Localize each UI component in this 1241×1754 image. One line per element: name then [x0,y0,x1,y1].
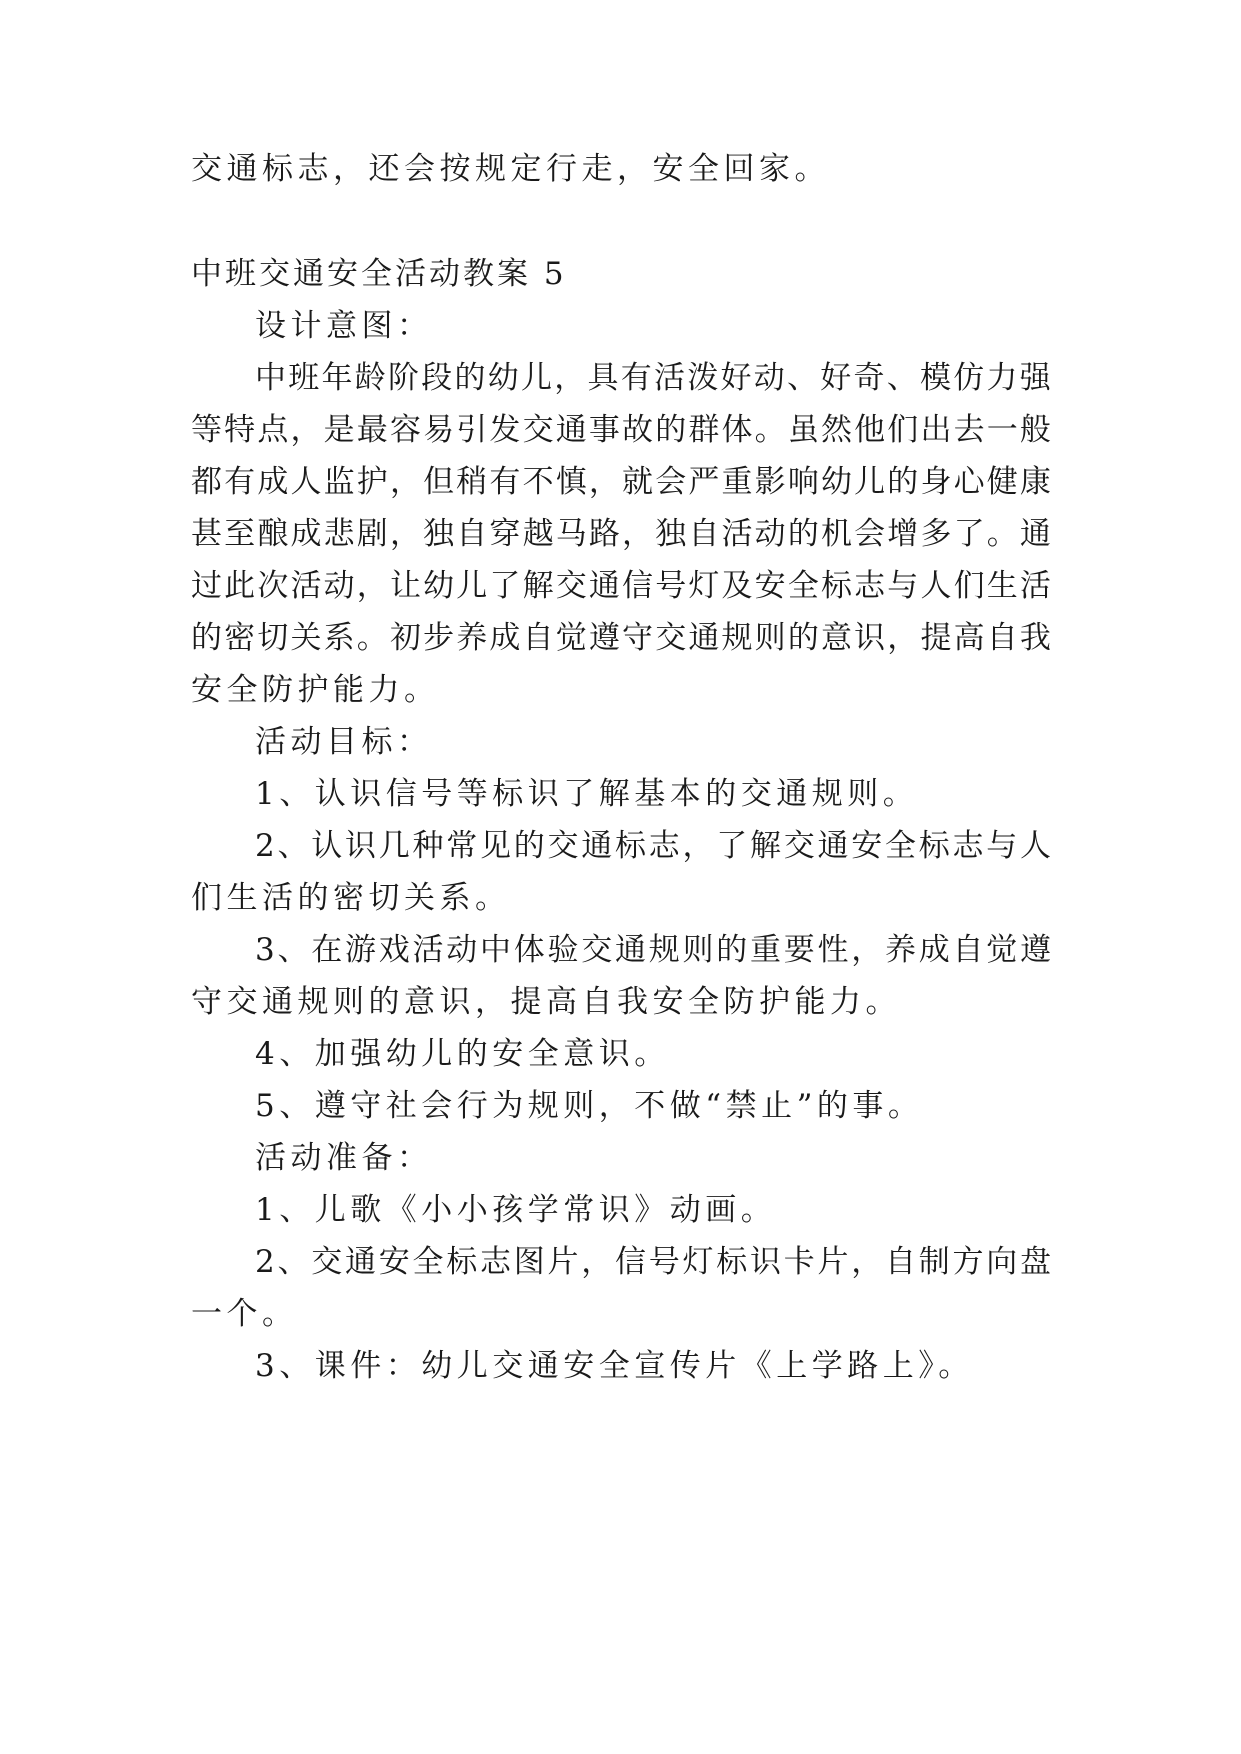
char: 志 [952,828,984,864]
char: 好 [820,360,852,396]
char: 群 [688,412,720,448]
char: 就 [622,464,654,500]
list-item [255,930,1051,970]
char: 。 [986,516,1018,552]
char: 严 [688,464,720,500]
char: 仿 [953,360,985,396]
char: 在 [311,932,343,968]
char: 切 [257,620,289,656]
subheading-activity-prep: 活动准备： [255,1140,433,1176]
char: 遵 [588,620,620,656]
char: 独 [423,516,455,552]
char: 越 [522,516,554,552]
char: 中 [255,360,286,396]
char: 安 [378,1244,410,1280]
char: ， [622,516,654,552]
char: 交 [522,412,554,448]
char: 通 [614,932,646,968]
char: 自 [456,516,488,552]
char: 通 [1019,516,1051,552]
char: 成 [290,516,322,552]
char: 、 [277,932,309,968]
char: 标 [446,1244,478,1280]
char: 成 [489,620,521,656]
char: 盘 [1019,1244,1051,1280]
char: 认 [311,828,343,864]
char: 活 [654,360,685,396]
paragraph-line [191,514,1051,554]
char: 交 [547,828,579,864]
char: 过 [191,568,222,604]
char: 灯 [682,1244,714,1280]
char: 意 [820,620,852,656]
subheading-activity-goals: 活动目标： [255,724,433,760]
char: ， [389,464,421,500]
char: 自 [688,516,720,552]
char: 交 [581,932,613,968]
char: ， [851,1244,883,1280]
char: 次 [257,568,289,604]
char: 路 [588,516,620,552]
char: 识 [854,620,886,656]
char: 强 [1019,360,1051,396]
char: ， [887,620,919,656]
char: 引 [456,412,488,448]
char: 安 [754,568,786,604]
char: 片 [817,1244,849,1280]
paragraph-line [191,566,1051,606]
char: 志 [648,828,680,864]
char: ， [581,1244,613,1280]
char: 自 [986,620,1018,656]
char: 规 [721,620,753,656]
char: 幼 [423,568,455,604]
char: 会 [655,464,687,500]
char: 通 [688,620,720,656]
list-item [255,826,1051,866]
char: ， [356,568,388,604]
char: 戏 [378,932,410,968]
char: 见 [479,828,511,864]
char: 密 [224,620,256,656]
char: 动 [446,932,478,968]
char: 安 [851,828,883,864]
char: 号 [655,568,687,604]
char: 悲 [323,516,355,552]
char: 会 [854,516,886,552]
char: 此 [224,568,256,604]
char: 儿 [456,568,488,604]
char: 生 [986,568,1018,604]
char: 全 [787,568,819,604]
char: 通 [555,412,587,448]
paragraph-line: 安全防护能力。 [191,672,440,708]
char: 提 [920,620,952,656]
char: 他 [854,412,886,448]
char: 儿 [854,464,886,500]
char: 好 [720,360,752,396]
char: 剧 [356,516,388,552]
paragraph-line [191,410,1051,450]
char: 动 [323,568,355,604]
char: 交 [655,620,687,656]
char: 游 [344,932,376,968]
paragraph-line: 交通标志，还会按规定行走，安全回家。 [191,151,830,187]
char: 高 [953,620,985,656]
char: 发 [489,412,521,448]
char: 成 [257,464,289,500]
char: 向 [986,1244,1018,1280]
char: 易 [423,412,455,448]
char: 响 [787,464,819,500]
char: 与 [986,828,1018,864]
char: 自 [952,932,984,968]
char: 卡 [783,1244,815,1280]
char: 遵 [1019,932,1051,968]
char: 识 [749,1244,781,1280]
char: 出 [920,412,952,448]
char: 稍 [456,464,488,500]
char: 多 [920,516,952,552]
char: 要 [783,932,815,968]
char: 则 [754,620,786,656]
char: 有 [224,464,256,500]
char: 儿 [521,360,552,396]
char: 最 [356,412,388,448]
char: 重 [721,464,753,500]
char: 体 [513,932,545,968]
list-item: 1、认识信号等标识了解基本的交通规则。 [255,776,919,812]
char: 龄 [354,360,386,396]
char: 奇 [853,360,885,396]
section-heading: 中班交通安全活动教案 5 [191,256,567,292]
char: 人 [290,464,322,500]
char: 段 [421,360,453,396]
char: ， [682,828,714,864]
char: 幼 [820,464,852,500]
paragraph-line [191,462,1051,502]
char: 志 [479,1244,511,1280]
list-item [255,1242,1051,1282]
char: 标 [614,828,646,864]
char: 2 [255,828,275,864]
char: 我 [1019,620,1051,656]
char: 机 [820,516,852,552]
char: 中 [479,932,511,968]
char: 解 [749,828,781,864]
char: 与 [887,568,919,604]
char: 去 [953,412,985,448]
char: 活 [290,568,322,604]
char: ， [851,932,883,968]
char: 甚 [191,516,222,552]
char: 全 [884,828,916,864]
char: 识 [344,828,376,864]
char: 容 [389,412,421,448]
char: 是 [323,412,355,448]
char: 自 [884,1244,916,1280]
list-item-continuation: 守交通规则的意识，提高自我安全防护能力。 [191,984,901,1020]
char: ， [389,516,421,552]
char: 班 [288,360,320,396]
char: 了 [716,828,748,864]
char: 的 [655,412,687,448]
char: 一 [986,412,1018,448]
char: 、 [277,1244,309,1280]
char: 养 [884,932,916,968]
char: 都 [191,464,222,500]
char: 重 [749,932,781,968]
char: 具 [587,360,619,396]
char: 穿 [489,516,521,552]
char: 信 [622,568,654,604]
char: 慎 [555,464,587,500]
char: 们 [953,568,985,604]
char: 马 [555,516,587,552]
char: 活 [1019,568,1051,604]
char: 通 [581,828,613,864]
char: 的 [454,360,486,396]
char: 关 [290,620,322,656]
char: 初 [389,620,421,656]
char: 但 [423,464,455,500]
char: 活 [721,516,753,552]
char: 监 [323,464,355,500]
char: 虽 [787,412,819,448]
char: 心 [953,464,985,500]
char: 独 [655,516,687,552]
paragraph-line [191,618,1051,658]
char: 幼 [487,360,519,396]
char: 自 [522,620,554,656]
list-item: 5、遵守社会行为规则，不做“禁止”的事。 [255,1088,924,1124]
char: 步 [423,620,455,656]
char: 养 [456,620,488,656]
char: 模 [920,360,951,396]
char: 的 [787,620,819,656]
char: 力 [986,360,1018,396]
char: 灯 [688,568,720,604]
list-item-continuation: 们生活的密切关系。 [191,880,511,916]
char: 、 [886,360,918,396]
char: 2 [255,1244,275,1280]
char: 身 [920,464,952,500]
char: 然 [820,412,852,448]
char: 方 [952,1244,984,1280]
char: 片 [547,1244,579,1280]
char: 。 [754,412,786,448]
char: ， [290,412,322,448]
char: 特 [224,412,256,448]
char: 规 [648,932,680,968]
char: 信 [614,1244,646,1280]
char: 的 [191,620,222,656]
char: 增 [887,516,919,552]
char: 则 [682,932,714,968]
char: 。 [356,620,388,656]
char: 通 [817,828,849,864]
char: 交 [311,1244,343,1280]
char: 3 [255,932,275,968]
char: 康 [1019,464,1051,500]
char: 酿 [257,516,289,552]
char: 系 [323,620,355,656]
char: 号 [648,1244,680,1280]
char: 觉 [555,620,587,656]
char: 阶 [388,360,419,396]
list-item: 1、儿歌《小小孩学常识》动画。 [255,1192,777,1228]
char: 不 [522,464,554,500]
char: 的 [716,932,748,968]
char: 故 [622,412,654,448]
char: 了 [489,568,521,604]
char: 的 [787,516,819,552]
char: 人 [920,568,952,604]
char: 动 [754,516,786,552]
char: 有 [489,464,521,500]
char: 的 [513,828,545,864]
char: 、 [787,360,818,396]
char: 至 [224,516,256,552]
paragraph-line [255,358,1051,398]
char: 通 [588,568,620,604]
char: 、 [277,828,309,864]
subheading-design-intent: 设计意图： [255,308,433,344]
char: 标 [820,568,852,604]
char: 交 [783,828,815,864]
char: 们 [887,412,919,448]
char: 般 [1019,412,1051,448]
char: 及 [721,568,753,604]
char: 守 [622,620,654,656]
char: 解 [522,568,554,604]
char: 让 [389,568,421,604]
char: 标 [716,1244,748,1280]
char: 常 [446,828,478,864]
char: 健 [986,464,1018,500]
char: 图 [513,1244,545,1280]
char: 人 [1019,828,1051,864]
char: 制 [918,1244,950,1280]
char: 有 [620,360,652,396]
char: 动 [753,360,785,396]
list-item-continuation: 一个。 [191,1296,298,1332]
char: 觉 [986,932,1018,968]
char: 的 [887,464,919,500]
char: ， [554,360,586,396]
char: ， [588,464,620,500]
char: 标 [918,828,950,864]
char: 全 [412,1244,444,1280]
char: 志 [854,568,886,604]
char: 验 [547,932,579,968]
char: 通 [344,1244,376,1280]
char: 交 [555,568,587,604]
char: 年 [321,360,353,396]
char: 活 [412,932,444,968]
char: 等 [191,412,222,448]
char: 点 [257,412,289,448]
char: 几 [378,828,410,864]
list-item: 4、加强幼儿的安全意识。 [255,1036,670,1072]
char: 护 [356,464,388,500]
char: 影 [754,464,786,500]
char: 事 [588,412,620,448]
list-item: 3、课件：幼儿交通安全宣传片《上学路上》。 [255,1348,974,1384]
char: 体 [721,412,753,448]
char: 种 [412,828,444,864]
char: 成 [918,932,950,968]
char: 泼 [687,360,719,396]
char: 性 [817,932,849,968]
char: 了 [953,516,985,552]
